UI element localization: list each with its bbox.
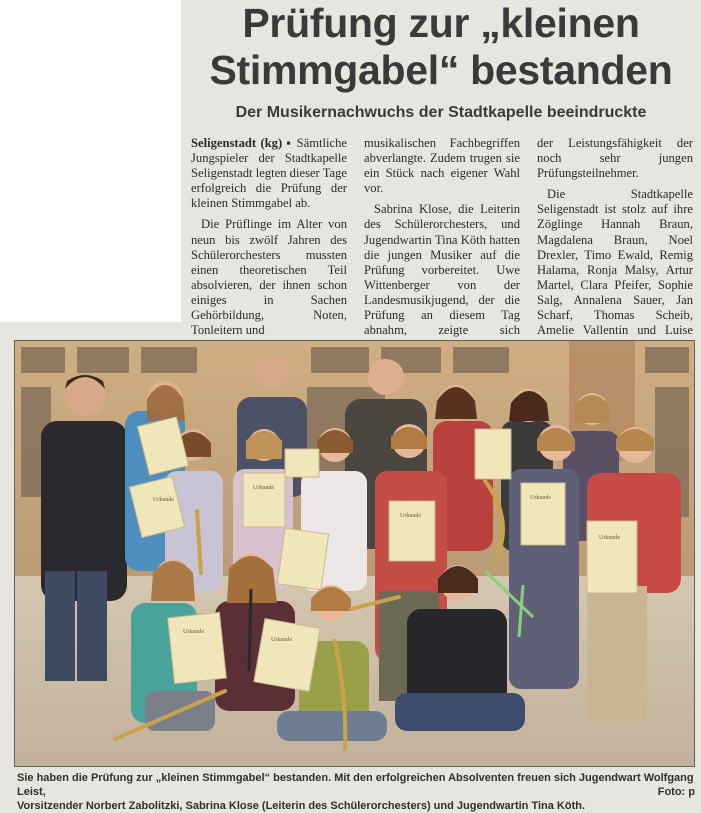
article-column-1 <box>191 136 347 338</box>
certificate-label: Urkunde <box>153 497 174 503</box>
certificate-label: Urkunde <box>400 513 421 519</box>
article-paragraph: Die Prüflinge im Alter von neun bis zwölf Jahren des Schülerorchesters mussten einen theoretischen Teil absolvieren, der ihnen schon einiges in Sachen Gehörbildung, Noten, Tonleitern und <box>191 217 347 338</box>
certificate-label: Urkunde <box>599 535 620 541</box>
clarinet <box>249 589 251 671</box>
certificate-label: Urkunde <box>530 495 551 501</box>
certificate-label: Urkunde <box>253 485 274 491</box>
article-paragraph: Die Stadtkapelle Seligenstadt ist stolz auf ihre Zöglinge Hannah Braun, Magdalena Braun, Noel Drexler, Timo Ewald, Remig Halama, Ronja Malsy, Artur Martel, Clara Pfeifer, Sophie Salg, Annalena Sauer, Jan Scharf, Thomas Scheib, Amelie Vallentin und Luise <box>537 187 693 338</box>
caption-line-1: Sie haben die Prüfung zur „kleinen Stimmgabel“ bestanden. Mit den erfolgreichen Absolventen freuen sich Jugendwart Wolfgang Leist, <box>17 772 694 798</box>
certificate-label: Urkunde <box>183 629 204 635</box>
photo-credit: Foto: p <box>657 786 695 798</box>
headline-line-1: Prüfung zur „kleinen <box>242 0 640 46</box>
dateline: Seligenstadt (kg) ▪ <box>191 136 293 150</box>
caption-line-2: Vorsitzender Norbert Zabolitzki, Sabrina Klose (Leiterin des Schülerorchesters) und Jugendwartin Tina Köth. <box>17 800 586 812</box>
photo-caption <box>17 771 697 813</box>
subheadline: Der Musikernachwuchs der Stadtkapelle beeindruckte <box>235 104 647 121</box>
article-column-2 <box>364 136 520 353</box>
certificate-label: Urkunde <box>271 637 292 643</box>
headline-line-2: Stimmgabel“ bestanden <box>209 47 673 93</box>
article-paragraph: der Leistungsfähigkeit der noch sehr jungen Prüfungsteilnehmer. <box>537 136 693 181</box>
headline <box>186 0 696 94</box>
blank-area <box>0 0 181 322</box>
article-column-3 <box>537 136 693 353</box>
article-paragraph: musikalischen Fachbegriffen abverlangte. Zudem trugen sie ein Stück nach eigener Wahl vor. <box>364 136 520 196</box>
article-paragraph <box>191 136 347 211</box>
group-photo <box>14 340 695 767</box>
group-photo-illustration <box>15 341 694 766</box>
paragraph-text: Sämtliche Jungspieler der Stadtkapelle Seligenstadt legten dieser Tage erfolgreich die Prüfung der kleinen Stimmgabel ab. <box>191 136 347 211</box>
article-paragraph: Sabrina Klose, die Leiterin des Schülerorchesters, und Jugendwartin Tina Köth hatten die jungen Musiker auf die Prüfung vorbereitet. Uwe Wittenberger von der Landesmusikjugend, der die Prüfung an diesem Tag abnahm, zeigte sich <box>364 202 520 338</box>
